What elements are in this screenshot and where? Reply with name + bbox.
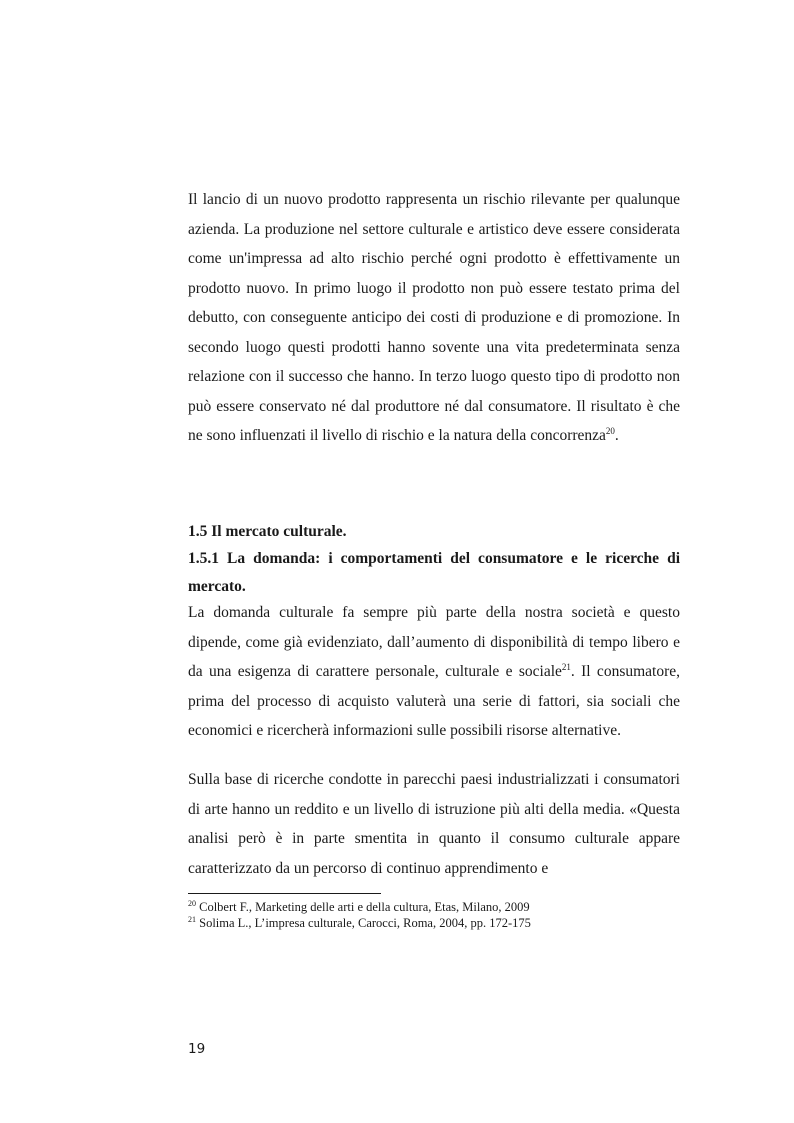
footnote-number: 20 (188, 898, 196, 908)
section-title: 1.5 Il mercato culturale. (188, 523, 347, 540)
page-number: 19 (188, 1041, 206, 1057)
paragraph-text-after: . Il consumatore, prima del processo di acquisto valuterà una serie di fattori, sia sociali che economici e ricercherà informazioni sulle possibili risorse alternative. (188, 663, 681, 739)
paragraph-product-risk (188, 185, 680, 451)
footnote-ref-21: 21 (561, 661, 571, 672)
footnote-text: Colbert F., Marketing delle arti e della cultura, Etas, Milano, 2009 (199, 900, 530, 914)
subsection-title: 1.5.1 La domanda: i comportamenti del consumatore e le ricerche di mercato. (188, 550, 680, 595)
footnotes (188, 899, 680, 931)
footnote-20 (188, 899, 680, 915)
paragraph-cultural-demand (188, 598, 680, 746)
paragraph-end: . (614, 427, 619, 444)
paragraph-text: Sulla base di ricerche condotte in parecchi paesi industrializzati i consumatori di arte hanno un reddito e un livello di istruzione più alti della media. «Questa analisi però è in parte smentita in quanto il consumo culturale appare caratterizzato da un percorso di continuo apprendimento e (188, 771, 680, 877)
footnote-divider (188, 893, 381, 894)
footnote-ref-20: 20 (605, 425, 615, 436)
paragraph-research (188, 765, 680, 883)
footnote-number: 21 (188, 914, 196, 924)
paragraph-text: Il lancio di un nuovo prodotto rappresenta un rischio rilevante per qualunque azienda. La produzione nel settore culturale e artistico deve essere considerata come un'impressa ad alto rischio perché ogni prodotto è effettivamente un prodotto nuovo. In primo luogo il prodotto non può essere testato prima del debutto, con conseguente anticipo dei costi di produzione e di promozione. In secondo luogo questi prodotti hanno sovente una vita predeterminata senza relazione con il successo che hanno. In terzo luogo questo tipo di prodotto non può essere conservato né dal produttore né dal consumatore. Il risultato è che ne sono influenzati il livello di rischio e la natura della concorrenza (188, 191, 680, 444)
footnote-text: Solima L., L’impresa culturale, Carocci, Roma, 2004, pp. 172-175 (199, 916, 531, 930)
paragraph-text-before: La domanda culturale fa sempre più parte della nostra società e questo dipende, come già evidenziato, dall’aumento di disponibilità di tempo libero e da una esigenza di carattere personale, culturale e sociale (188, 604, 680, 680)
footnote-21 (188, 915, 680, 931)
